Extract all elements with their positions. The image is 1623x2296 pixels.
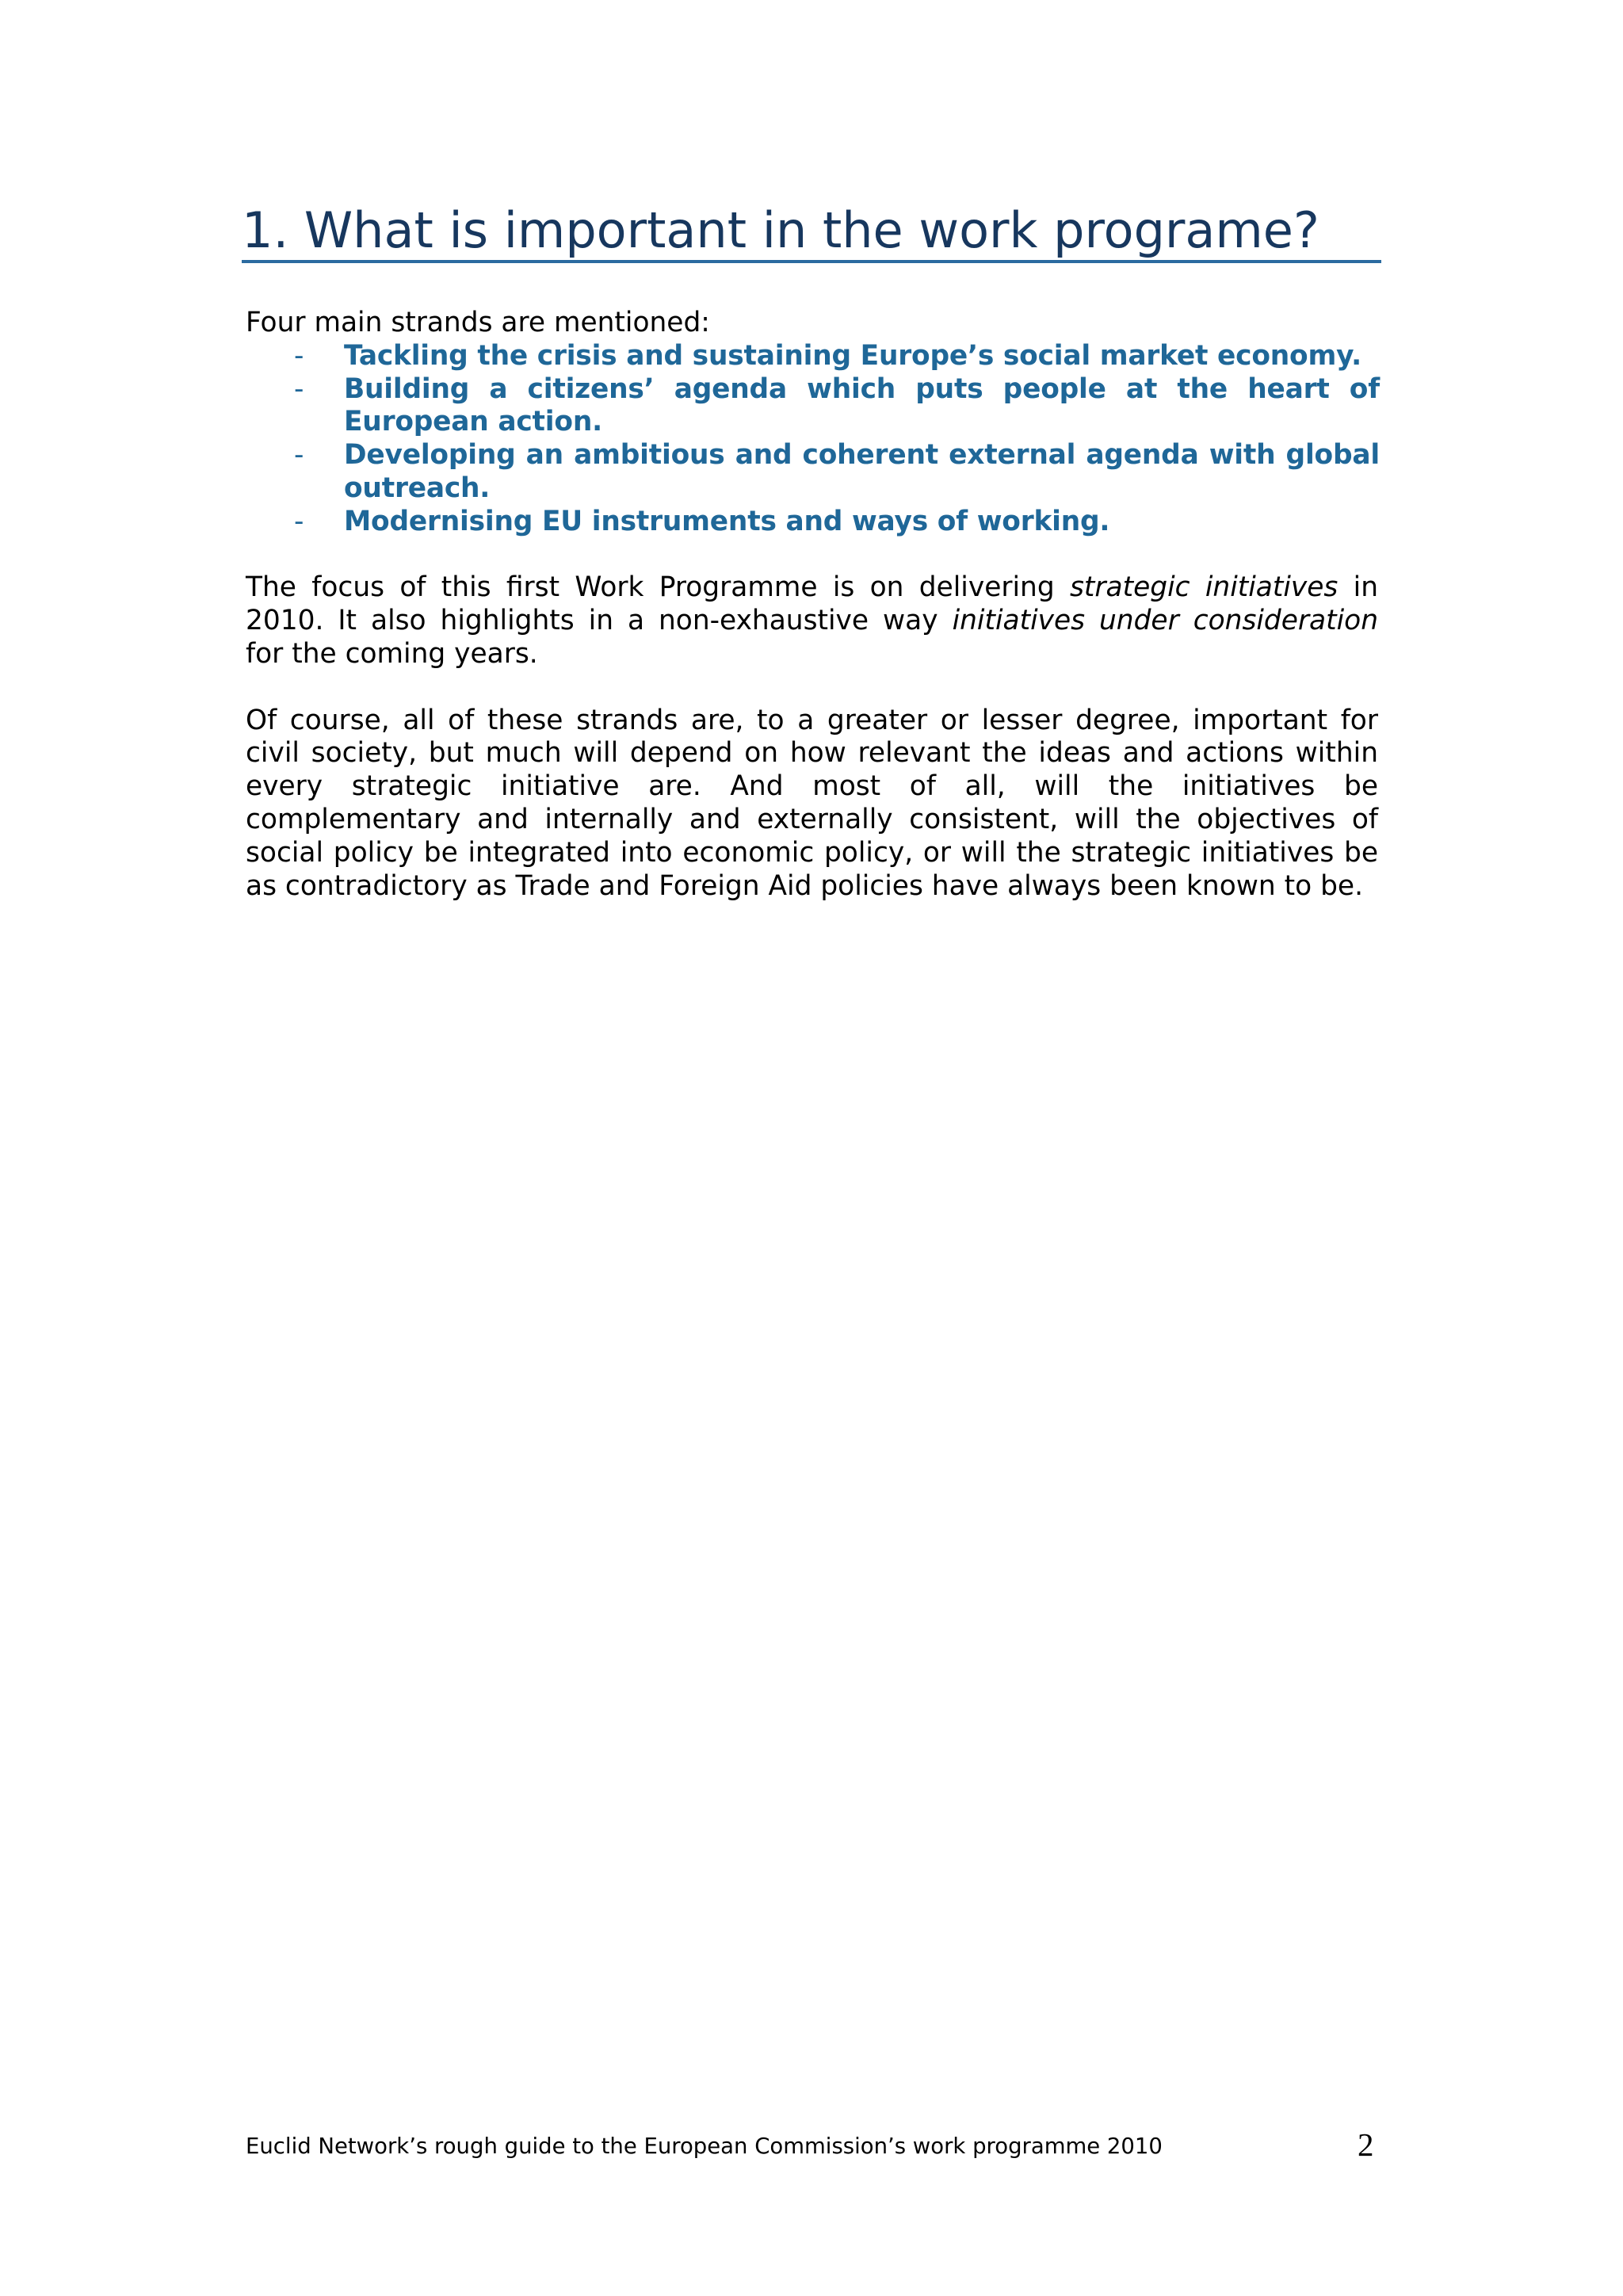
paragraph-line: complementary and internally and externally consistent, will the objectives of	[246, 803, 1378, 835]
paragraph-line: Of course, all of these strands are, to a greater or lesser degree, important for	[246, 704, 1378, 736]
paragraph-line: every strategic initiative are. And most of all, will the initiatives be	[246, 770, 1378, 803]
footer-text: Euclid Network’s rough guide to the European Commission’s work programme 2010	[246, 2134, 1163, 2159]
strand-item	[246, 373, 1380, 440]
emphasis-text: strategic initiatives	[1069, 571, 1338, 604]
paragraph-line: as contradictory as Trade and Foreign Aid policies have always been known to be.	[246, 869, 1363, 902]
strand-item	[246, 340, 1380, 373]
paragraph-line: social policy be integrated into economic policy, or will the strategic initiatives be	[246, 836, 1378, 869]
strand-line: Building a citizens’ agenda which puts people at the heart of	[344, 372, 1380, 405]
paragraph-text: 2010. It also highlights in a non-exhaustive way	[246, 605, 953, 637]
paragraph-line: civil society, but much will depend on how relevant the ideas and actions within	[246, 737, 1378, 770]
strand-text	[344, 340, 1380, 373]
paragraph-line	[246, 571, 1378, 605]
strand-line: outreach.	[344, 472, 491, 504]
strand-item	[246, 439, 1380, 506]
page-number: 2	[1358, 2126, 1374, 2163]
emphasis-text: initiatives under consideration	[952, 605, 1378, 637]
paragraph-line	[246, 638, 1378, 671]
bullet-dash: -	[294, 339, 304, 372]
strand-line: Developing an ambitious and coherent external agenda with global	[344, 439, 1380, 472]
paragraph-work-programme-focus	[246, 571, 1378, 670]
strand-line: European action.	[344, 406, 602, 438]
intro-text: Four main strands are mentioned:	[246, 307, 710, 338]
strand-line: Tackling the crisis and sustaining Europe’s social market economy.	[344, 339, 1362, 372]
strands-list	[246, 340, 1380, 539]
strand-item	[246, 506, 1380, 539]
bullet-dash: -	[294, 372, 304, 405]
strand-text	[344, 506, 1380, 539]
document-body	[246, 307, 1378, 903]
paragraph-civil-society	[246, 705, 1378, 904]
paragraph-line	[246, 605, 1378, 638]
paragraph-text: for the coming years.	[246, 637, 538, 670]
bullet-dash: -	[294, 505, 304, 537]
paragraph-text: in	[1338, 571, 1378, 604]
strand-line: Modernising EU instruments and ways of working.	[344, 505, 1110, 537]
strand-text	[344, 439, 1380, 506]
bullet-dash: -	[294, 439, 304, 472]
paragraph-text: The focus of this first Work Programme is on delivering	[246, 571, 1070, 604]
strand-text	[344, 373, 1380, 440]
section-heading: 1. What is important in the work programe?	[242, 201, 1381, 263]
